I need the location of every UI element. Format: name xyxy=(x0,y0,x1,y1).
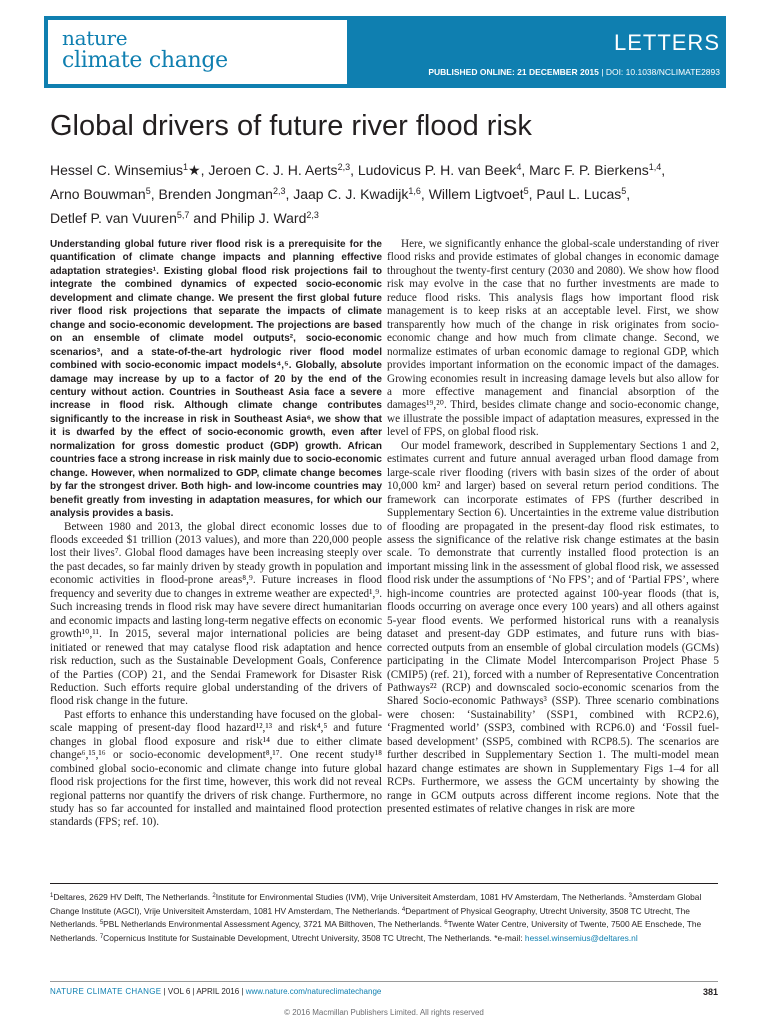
affiliation-number: 1 xyxy=(50,893,54,899)
author-affiliation-mark: 4 xyxy=(516,162,522,172)
author xyxy=(50,162,201,178)
separator: | xyxy=(598,67,606,77)
affiliation-number: 7 xyxy=(99,933,104,940)
author xyxy=(50,186,151,202)
author-affiliation-mark: 1,6 xyxy=(408,186,421,196)
author xyxy=(358,162,522,178)
affiliation-number: 2 xyxy=(212,893,216,899)
email-label: *e-mail: xyxy=(494,932,525,943)
affiliation-text: Twente Water Centre, University of Twente, 7500 AE Enschede, The Netherlands. xyxy=(50,919,702,943)
author-name: Jaap C. J. Kwadijk xyxy=(293,186,409,202)
footer-url-link[interactable]: www.nature.com/natureclimatechange xyxy=(245,987,382,996)
left-column xyxy=(50,238,382,830)
affiliation-number: 6 xyxy=(444,920,448,926)
affiliation-text: Institute for Environmental Studies (IVM), Vrije Universiteit Amsterdam, 1081 HV Amsterdam, The Netherlands. xyxy=(215,892,629,902)
author-name: Willem Ligtvoet xyxy=(428,186,524,202)
body-paragraph: Our model framework, described in Supplementary Sections 1 and 2, estimates current and future annual averaged urban flood damage from large-scale river flooding (rivers with basin sizes of the order of about 10,000 km² and larger) based on several return period conditions. The framework can incorporate estimates of FPS (further described in Supplementary Section 6). Uncertainties in the extreme value distribution of flooding are propagated in the present-day flood risk estimates, to assess the significance of the relative risk change estimates at the basin scale. To demonstrate that currently installed flood protection is an important missing link in the assessment of global flood risk, we assessed flood risk under the assumptions of ‘No FPS’; and of ‘Partial FPS’, where high-income countries are protected against 100-year floods (that is, floods occurring on average once every 100 years) and all others against 5-year flood events. We performed historical runs with a reanalysis dataset and present-day GDP estimates, and future runs with bias-corrected outputs from an ensemble of global circulation models (GCMs) participating in the Climate Model Intercomparison Project Phase 5 (CMIP5) (ref. 21), forced with a number of Representative Concentration Pathways²² (RCP) and downscaled socio-economic scenarios from the Shared Socio-economic Pathways³ (SSP). Three scenario combinations were chosen: ‘Sustainability’ (SSP1, combined with RCP2.6), ‘Fragmented world’ (SSP3, combined with RCP6.0) and ‘Fossil fuel-based development’ (SSP5, combined with RCP8.5). The scenarios are further described in Supplementary Section 1. The multi-model mean hazard change estimates are shown in Supplementary Figs 1–4 for all RCPs. Furthermore, we assess the GCM uncertainty by showing the range in GCM outputs across different income regions. Note that the presented estimates of relative changes in risk are more xyxy=(387,439,719,816)
author-affiliation-mark: 1,4 xyxy=(648,162,662,172)
author-affiliation-mark: 1 xyxy=(183,162,189,172)
author-name: Ludovicus P. H. van Beek xyxy=(357,162,517,178)
author-name: Paul L. Lucas xyxy=(536,186,622,202)
author-affiliation-mark: 2,3 xyxy=(337,162,351,172)
author-name: Philip J. Ward xyxy=(220,210,307,226)
section-label: LETTERS xyxy=(613,30,720,55)
author-affiliation-mark: 5 xyxy=(621,186,627,196)
author-affiliation-mark: 5,7 xyxy=(176,210,190,220)
author-affiliation-mark: 2,3 xyxy=(272,186,286,196)
page-footer xyxy=(50,987,718,996)
right-column xyxy=(387,238,719,816)
affiliation-number: 5 xyxy=(99,920,104,926)
author-affiliation-mark: 5 xyxy=(523,186,529,196)
logo-text-line2: climate change xyxy=(62,48,228,73)
affiliation-text: Amsterdam Global Change Institute (AGCI), Vrije Universiteit Amsterdam, 1081 HV Amsterdam, The Netherlands. xyxy=(50,892,702,916)
copyright-notice: © 2016 Macmillan Publishers Limited. All rights reserved xyxy=(284,1008,484,1017)
author-name: Arno Bouwman xyxy=(50,186,146,202)
author-name: Brenden Jongman xyxy=(158,186,273,202)
corresponding-author-star: ★ xyxy=(188,162,201,178)
author xyxy=(159,186,286,202)
author xyxy=(429,186,529,202)
published-date: PUBLISHED ONLINE: 21 DECEMBER 2015 xyxy=(428,67,599,77)
author-affiliation-mark: 5 xyxy=(145,186,151,196)
author xyxy=(221,210,319,226)
author-conjunction: and xyxy=(193,210,217,226)
body-paragraph: Between 1980 and 2013, the global direct economic losses due to floods exceeded $1 trillion (2013 values), and more than 220,000 people lost their lives⁷. Global flood damages have been increasing steeply over the past decades, so far mainly driven by steady growth in population and economic activities in flood-prone areas⁸,⁹. Future increases in flood frequency and severity due to changes in extreme weather are expected¹,⁹. Such increasing trends in flood risk may have severe direct humanitarian and economic impacts and lasting long-term negative effects on economic growth¹⁰,¹¹. In 2015, several major international policies are being initiated or renewed that may catalyse flood risk adaptation and hence risk reduction, such as the Sustainable Development Goals, Conference of the Parties (COP) 21, and the Sendai Framework for Disaster Risk Reduction. Such efforts require global understanding of the drivers of flood risk change in the future. xyxy=(50,520,382,708)
affiliation-text: Department of Physical Geography, Utrecht University, 3508 TC Utrecht, The Netherlands. xyxy=(50,905,690,929)
author-name: Marc F. P. Bierkens xyxy=(529,162,649,178)
author-affiliation-mark: 2,3 xyxy=(306,210,319,220)
logo-text-line1: nature xyxy=(62,26,128,50)
affiliations xyxy=(50,891,718,945)
author-list: Hessel C. Winsemius$^1$★, Jeroen C. J. H. Aerts$^{2,3}$, Ludovicus P. H. van Beek$^4$, Marc F. P. Bierkens$^{1,4}$, Arno Bouwman$^5$, Brenden Jongman$^{2,3}$, Jaap C. J. Kwadijk$^{1,6}$, Willem Ligtvoet$^5$, Paul L. Lucas$^5$, Detlef P. van Vuuren$^{5,7}$ and Philip J. Ward$^{2,3}$ xyxy=(50,162,666,226)
abstract-paragraph: Understanding global future river flood risk is a prerequisite for the quantification of climate change impacts and planning effective adaptation strategies¹. Existing global flood risk projections fail to integrate the combined dynamics of expected socio-economic development and climate change. We present the first global future river flood risk projections that separate the impacts of climate change and socio-economic development. The projections are based on an ensemble of climate model outputs², socio-economic scenarios³, and a state-of-the-art hydrologic river flood model combined with socio-economic impact models⁴,⁵. Globally, absolute damage may increase by up to a factor of 20 by the end of the century without action. Countries in Southeast Asia face a severe increase in flood risk. Although climate change contributes significantly to the increase in risk in Southeast Asia⁶, we show that it is dwarfed by the effect of socio-economic growth, even after normalization for gross domestic product (GDP) growth. African countries face a strong increase in risk mainly due to socio-economic change. However, when normalized to GDP, climate change becomes by far the strongest driver. Both high- and low-income countries may benefit greatly from investing in adaptation measures, for which our analysis provides a basis. xyxy=(50,239,382,520)
publication-info xyxy=(428,67,720,77)
footer-divider xyxy=(50,981,718,982)
body-paragraph: Here, we significantly enhance the global-scale understanding of river flood risks and provide estimates of global changes in economic damage throughout the twenty-first century (2030 and 2080). We show how flood risk may evolve in the case that no further investments are made to reduce flood risks. This analysis flags how important flood risk management is to keep risks at an acceptable level. First, we show transparently how much of the change in risk originates from socio-economic change and how much from climate change. Second, we normalize estimates of urban economic damage to regional GDP, which provides important information on the economic impact of the damages. Growing economies result in increasing damage levels but also allow for a more effective management and financial absorption of the damages¹⁹,²⁰. Third, besides climate change and socio-economic change, we illustrate the possible impact of adaptation measures, expressed in the level of FPS, on global flood risk. xyxy=(387,238,719,439)
footnote-divider xyxy=(50,883,718,884)
affiliation-text: Deltares, 2629 HV Delft, The Netherlands. xyxy=(53,892,213,902)
author-name: Hessel C. Winsemius xyxy=(50,162,184,178)
author xyxy=(208,162,350,178)
article-title: Global drivers of future river flood risk xyxy=(50,110,532,142)
author xyxy=(50,210,189,226)
author-name: Detlef P. van Vuuren xyxy=(50,210,177,226)
body-paragraph: Past efforts to enhance this understanding have focused on the global-scale mapping of present-day flood hazard¹²,¹³ and risk⁴,⁵ and future changes in global flood exposure and risk¹⁴ due to either climate change⁶,¹⁵,¹⁶ or socio-economic development⁸,¹⁷. One recent study¹⁸ combined global socio-economic and climate change into future global flood risk projections for the first time, however, this work did not reveal regional patterns nor quantify the drivers of risk change. Furthermore, no study has so far accounted for installed and maintained flood protection standards (FPS; ref. 10). xyxy=(50,708,382,829)
affiliation-text: PBL Netherlands Environmental Assessment Agency, 3721 MA Bilthoven, The Netherlands. xyxy=(103,919,445,929)
footer-journal-name: NATURE CLIMATE CHANGE xyxy=(50,987,162,996)
author-name: Jeroen C. J. H. Aerts xyxy=(208,162,338,178)
affiliation-text: Copernicus Institute for Sustainable Development, Utrecht University, 3508 TC Utrecht, The Netherlands. xyxy=(103,932,495,943)
author xyxy=(536,186,626,202)
email-link[interactable]: hessel.winsemius@deltares.nl xyxy=(524,932,638,943)
doi-link[interactable]: DOI: 10.1038/NCLIMATE2893 xyxy=(605,67,720,77)
author xyxy=(293,186,421,202)
page-number: 381 xyxy=(702,987,718,997)
affiliation-number: 3 xyxy=(628,893,632,899)
affiliation-number: 4 xyxy=(401,906,406,913)
footer-volume: | VOL 6 | APRIL 2016 | xyxy=(161,987,246,996)
author xyxy=(529,162,661,178)
